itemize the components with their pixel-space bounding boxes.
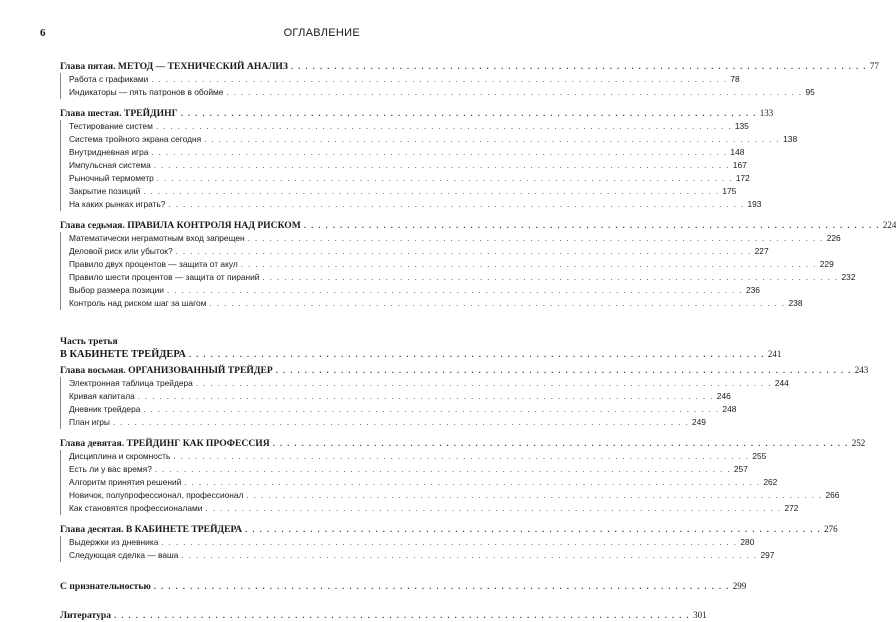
- page-ref: 175: [722, 186, 737, 196]
- item-title: Система тройного экрана сегодня: [69, 134, 202, 144]
- page-ref: 167: [732, 160, 747, 170]
- page-ref: 227: [754, 246, 769, 256]
- dot-leader: . . . . . . . . . . . . . . . . . . . . . . . . . . . . . . . . . . . . . . . . . . . . . . . . . . . . . . . . . . . . . . . . . . . . . . . . . . . . . . . .: [209, 299, 786, 308]
- item-title: Алгоритм принятия решений: [69, 477, 182, 487]
- running-header: [40, 27, 360, 43]
- chapter-7-sections: [60, 232, 856, 310]
- page-ref: 243: [854, 365, 869, 375]
- toc-chapter-8[interactable]: [60, 364, 869, 376]
- toc-item[interactable]: [61, 271, 856, 284]
- dot-leader: . . . . . . . . . . . . . . . . . . . . . . . . . . . . . . . . . . . . . . . . . . . . . . . . . . . . . . . . . . . . . . . . . . . . . . . . . . . . . . . .: [153, 582, 730, 591]
- page-ref: 248: [722, 404, 737, 414]
- dot-leader: . . . . . . . . . . . . . . . . . . . . . . . . . . . . . . . . . . . . . . . . . . . . . . . . . . . . . . . . . . . . . . . . . . . . . . . . . . . . . . . .: [205, 504, 782, 513]
- running-title: ОГЛАВЛЕНИЕ: [283, 27, 360, 39]
- dot-leader: . . . . . . . . . . . . . . . . . . . . . . . . . . . . . . . . . . . . . . . . . . . . . . . . . . . . . . . . . . . . . . . . . . . . . . . . . . . . . . . .: [272, 439, 849, 448]
- chapter-title: Глава десятая. В КАБИНЕТЕ ТРЕЙДЕРА: [60, 524, 243, 535]
- toc-item[interactable]: [61, 476, 778, 489]
- page-ref: 297: [760, 550, 775, 560]
- toc-chapter-5[interactable]: [60, 60, 879, 72]
- toc-item[interactable]: [61, 146, 745, 159]
- item-title: Дневник трейдера: [69, 404, 141, 414]
- item-title: Правило двух процентов — защита от акул: [69, 259, 238, 269]
- page-ref: 249: [691, 417, 706, 427]
- table-of-contents: [60, 60, 896, 621]
- dot-leader: . . . . . . . . . . . . . . . . . . . . . . . . . . . . . . . . . . . . . . . . . . . . . . . . . . . . . . . . . . . . . . . . . . . . . . . . . . . . . . . .: [168, 200, 745, 209]
- dot-leader: . . . . . . . . . . . . . . . . . . . . . . . . . . . . . . . . . . . . . . . . . . . . . . . . . . . . . . . . . . . . . . . . . . . . . . . . . . . . . . . .: [114, 611, 691, 620]
- toc-item[interactable]: [61, 133, 798, 146]
- page-ref: 78: [730, 74, 740, 84]
- page-ref: 266: [825, 490, 840, 500]
- dot-leader: . . . . . . . . . . . . . . . . . . . . . . . . . . . . . . . . . . . . . . . . . . . . . . . . . . . . . . . . . . . . . . . . . . . . . . . . . . . . . . . .: [156, 174, 733, 183]
- item-title: Математически неграмотным вход запрещен: [69, 233, 245, 243]
- page-ref: 229: [819, 259, 834, 269]
- item-title: Как становятся профессионалами: [69, 503, 203, 513]
- dot-leader: . . . . . . . . . . . . . . . . . . . . . . . . . . . . . . . . . . . . . . . . . . . . . . . . . . . . . . . . . . . . . . . . . . . . . . . . . . . . . . . .: [246, 491, 823, 500]
- dot-leader: . . . . . . . . . . . . . . . . . . . . . . . . . . . . . . . . . . . . . . . . . . . . . . . . . . . . . . . . . . . . . . . . . . . . . . . . . . . . . . . .: [245, 525, 822, 534]
- item-title: Тестирование систем: [69, 121, 153, 131]
- page-ref: 257: [733, 464, 748, 474]
- item-title: План игры: [69, 417, 110, 427]
- dot-leader: . . . . . . . . . . . . . . . . . . . . . . . . . . . . . . . . . . . . . . . . . . . . . . . . . . . . . . . . . . . . . . . . . . . . . . . . . . . . . . . .: [154, 465, 731, 474]
- item-title: Выдержки из дневника: [69, 537, 159, 547]
- page-ref: 246: [716, 391, 731, 401]
- toc-item[interactable]: [61, 549, 775, 562]
- item-title: Внутридневная игра: [69, 147, 149, 157]
- item-title: Импульсная система: [69, 160, 151, 170]
- toc-literature[interactable]: [60, 609, 707, 621]
- toc-item[interactable]: [61, 159, 747, 172]
- toc-item[interactable]: [61, 403, 737, 416]
- chapter-10-sections: [60, 536, 775, 562]
- dot-leader: . . . . . . . . . . . . . . . . . . . . . . . . . . . . . . . . . . . . . . . . . . . . . . . . . . . . . . . . . . . . . . . . . . . . . . . . . . . . . . . .: [184, 478, 761, 487]
- dot-leader: . . . . . . . . . . . . . . . . . . . . . . . . . . . . . . . . . . . . . . . . . . . . . . . . . . . . . . . . . . . . . . . . . . . . . . . . . . . . . . . .: [143, 187, 720, 196]
- toc-item[interactable]: [61, 390, 731, 403]
- toc-item[interactable]: [61, 416, 706, 429]
- toc-item[interactable]: [61, 73, 740, 86]
- chapter-title: Глава восьмая. ОРГАНИЗОВАННЫЙ ТРЕЙДЕР: [60, 365, 273, 376]
- chapter-title: Глава пятая. МЕТОД — ТЕХНИЧЕСКИЙ АНАЛИЗ: [60, 61, 288, 72]
- page-ref: 255: [752, 451, 767, 461]
- item-title: Есть ли у вас время?: [69, 464, 152, 474]
- part-title: В КАБИНЕТЕ ТРЕЙДЕРА: [60, 349, 186, 360]
- dot-leader: . . . . . . . . . . . . . . . . . . . . . . . . . . . . . . . . . . . . . . . . . . . . . . . . . . . . . . . . . . . . . . . . . . . . . . . . . . . . . . . .: [290, 62, 867, 71]
- toc-item[interactable]: [61, 120, 749, 133]
- toc-item[interactable]: [61, 198, 762, 211]
- page-ref: 252: [851, 438, 866, 448]
- page-ref: 276: [824, 524, 838, 534]
- chapter-title: Глава девятая. ТРЕЙДИНГ КАК ПРОФЕССИЯ: [60, 438, 270, 449]
- dot-leader: . . . . . . . . . . . . . . . . . . . . . . . . . . . . . . . . . . . . . . . . . . . . . . . . . . . . . . . . . . . . . . . . . . . . . . . . . . . . . . . .: [275, 366, 852, 375]
- toc-item[interactable]: [61, 172, 750, 185]
- page-ref: 272: [784, 503, 799, 513]
- dot-leader: . . . . . . . . . . . . . . . . . . . . . . . . . . . . . . . . . . . . . . . . . . . . . . . . . . . . . . . . . . . . . . . . . . . . . . . . . . . . . . . .: [166, 286, 743, 295]
- item-title: Работа с графиками: [69, 74, 149, 84]
- page-ref: 226: [826, 233, 841, 243]
- dot-leader: . . . . . . . . . . . . . . . . . . . . . . . . . . . . . . . . . . . . . . . . . . . . . . . . . . . . . . . . . . . . . . . . . . . . . . . . . . . . . . . .: [143, 405, 720, 414]
- item-title: Кривая капитала: [69, 391, 135, 401]
- chapter-9-sections: [60, 450, 840, 515]
- page-ref: 241: [767, 349, 782, 359]
- page-ref: 299: [732, 581, 747, 591]
- item-title: Рыночный термометр: [69, 173, 154, 183]
- toc-item[interactable]: [61, 489, 840, 502]
- dot-leader: . . . . . . . . . . . . . . . . . . . . . . . . . . . . . . . . . . . . . . . . . . . . . . . . . . . . . . . . . . . . . . . . . . . . . . . . . . . . . . . .: [173, 452, 750, 461]
- toc-item[interactable]: [61, 297, 803, 310]
- item-title: Следующая сделка — ваша: [69, 550, 179, 560]
- page-ref: 262: [763, 477, 778, 487]
- dot-leader: . . . . . . . . . . . . . . . . . . . . . . . . . . . . . . . . . . . . . . . . . . . . . . . . . . . . . . . . . . . . . . . . . . . . . . . . . . . . . . . .: [188, 350, 765, 359]
- section-title: Литература: [60, 610, 112, 621]
- section-title: С признательностью: [60, 581, 151, 592]
- page-ref: 135: [734, 121, 749, 131]
- dot-leader: . . . . . . . . . . . . . . . . . . . . . . . . . . . . . . . . . . . . . . . . . . . . . . . . . . . . . . . . . . . . . . . . . . . . . . . . . . . . . . . .: [155, 122, 732, 131]
- toc-item[interactable]: [61, 86, 815, 99]
- toc-item[interactable]: [61, 377, 789, 390]
- toc-item[interactable]: [61, 245, 769, 258]
- page-ref: 95: [805, 87, 815, 97]
- dot-leader: . . . . . . . . . . . . . . . . . . . . . . . . . . . . . . . . . . . . . . . . . . . . . . . . . . . . . . . . . . . . . . . . . . . . . . . . . . . . . . . .: [240, 260, 817, 269]
- toc-item[interactable]: [61, 284, 760, 297]
- item-title: Деловой риск или убыток?: [69, 246, 173, 256]
- chapter-6-sections: [60, 120, 798, 211]
- toc-item[interactable]: [61, 185, 737, 198]
- page-ref: 133: [759, 108, 774, 118]
- toc-item[interactable]: [61, 232, 841, 245]
- page-ref: 138: [783, 134, 798, 144]
- item-title: Выбор размера позиции: [69, 285, 164, 295]
- toc-part-3[interactable]: [60, 348, 782, 361]
- dot-leader: . . . . . . . . . . . . . . . . . . . . . . . . . . . . . . . . . . . . . . . . . . . . . . . . . . . . . . . . . . . . . . . . . . . . . . . . . . . . . . . .: [153, 161, 730, 170]
- page-ref: 236: [745, 285, 760, 295]
- item-title: Новичок, полупрофессионал, профессионал: [69, 490, 244, 500]
- item-title: Правило шести процентов — защита от пираний: [69, 272, 260, 282]
- page-ref: 172: [735, 173, 750, 183]
- toc-item[interactable]: [61, 450, 767, 463]
- page-ref: 244: [774, 378, 789, 388]
- page-ref: 148: [730, 147, 745, 157]
- page-number: 6: [40, 27, 46, 39]
- page-ref: 301: [693, 610, 707, 620]
- toc-chapter-6[interactable]: [60, 107, 774, 119]
- chapter-title: Глава шестая. ТРЕЙДИНГ: [60, 108, 178, 119]
- page-ref: 232: [841, 272, 856, 282]
- toc-item[interactable]: [61, 463, 748, 476]
- dot-leader: . . . . . . . . . . . . . . . . . . . . . . . . . . . . . . . . . . . . . . . . . . . . . . . . . . . . . . . . . . . . . . . . . . . . . . . . . . . . . . . .: [151, 75, 728, 84]
- toc-chapter-7[interactable]: [60, 219, 896, 231]
- page-ref: 238: [788, 298, 803, 308]
- dot-leader: . . . . . . . . . . . . . . . . . . . . . . . . . . . . . . . . . . . . . . . . . . . . . . . . . . . . . . . . . . . . . . . . . . . . . . . . . . . . . . . .: [112, 418, 689, 427]
- toc-chapter-10[interactable]: [60, 523, 838, 535]
- chapter-5-sections: [60, 73, 815, 99]
- dot-leader: . . . . . . . . . . . . . . . . . . . . . . . . . . . . . . . . . . . . . . . . . . . . . . . . . . . . . . . . . . . . . . . . . . . . . . . . . . . . . . . .: [247, 234, 824, 243]
- dot-leader: . . . . . . . . . . . . . . . . . . . . . . . . . . . . . . . . . . . . . . . . . . . . . . . . . . . . . . . . . . . . . . . . . . . . . . . . . . . . . . . .: [195, 379, 772, 388]
- dot-leader: . . . . . . . . . . . . . . . . . . . . . . . . . . . . . . . . . . . . . . . . . . . . . . . . . . . . . . . . . . . . . . . . . . . . . . . . . . . . . . . .: [175, 247, 752, 256]
- page-ref: 193: [747, 199, 762, 209]
- toc-chapter-9[interactable]: [60, 437, 866, 449]
- toc-item[interactable]: [61, 536, 755, 549]
- dot-leader: . . . . . . . . . . . . . . . . . . . . . . . . . . . . . . . . . . . . . . . . . . . . . . . . . . . . . . . . . . . . . . . . . . . . . . . . . . . . . . . .: [180, 109, 757, 118]
- dot-leader: . . . . . . . . . . . . . . . . . . . . . . . . . . . . . . . . . . . . . . . . . . . . . . . . . . . . . . . . . . . . . . . . . . . . . . . . . . . . . . . .: [137, 392, 714, 401]
- item-title: Дисциплина и скромность: [69, 451, 171, 461]
- item-title: Электронная таблица трейдера: [69, 378, 193, 388]
- dot-leader: . . . . . . . . . . . . . . . . . . . . . . . . . . . . . . . . . . . . . . . . . . . . . . . . . . . . . . . . . . . . . . . . . . . . . . . . . . . . . . . .: [181, 551, 758, 560]
- dot-leader: . . . . . . . . . . . . . . . . . . . . . . . . . . . . . . . . . . . . . . . . . . . . . . . . . . . . . . . . . . . . . . . . . . . . . . . . . . . . . . . .: [262, 273, 839, 282]
- dot-leader: . . . . . . . . . . . . . . . . . . . . . . . . . . . . . . . . . . . . . . . . . . . . . . . . . . . . . . . . . . . . . . . . . . . . . . . . . . . . . . . .: [151, 148, 728, 157]
- page-ref: 224: [882, 220, 896, 230]
- part-label: Часть третья: [60, 336, 118, 347]
- item-title: Закрытие позиций: [69, 186, 141, 196]
- toc-acknowledgements[interactable]: [60, 580, 747, 592]
- toc-item[interactable]: [61, 258, 834, 271]
- dot-leader: . . . . . . . . . . . . . . . . . . . . . . . . . . . . . . . . . . . . . . . . . . . . . . . . . . . . . . . . . . . . . . . . . . . . . . . . . . . . . . . .: [303, 221, 880, 230]
- page-ref: 77: [869, 61, 879, 71]
- dot-leader: . . . . . . . . . . . . . . . . . . . . . . . . . . . . . . . . . . . . . . . . . . . . . . . . . . . . . . . . . . . . . . . . . . . . . . . . . . . . . . . .: [161, 538, 738, 547]
- toc-item[interactable]: [61, 502, 799, 515]
- chapter-title: Глава седьмая. ПРАВИЛА КОНТРОЛЯ НАД РИСКОМ: [60, 220, 301, 231]
- chapter-8-sections: [60, 377, 789, 429]
- item-title: На каких рынках играть?: [69, 199, 166, 209]
- dot-leader: . . . . . . . . . . . . . . . . . . . . . . . . . . . . . . . . . . . . . . . . . . . . . . . . . . . . . . . . . . . . . . . . . . . . . . . . . . . . . . . .: [226, 88, 803, 97]
- dot-leader: . . . . . . . . . . . . . . . . . . . . . . . . . . . . . . . . . . . . . . . . . . . . . . . . . . . . . . . . . . . . . . . . . . . . . . . . . . . . . . . .: [204, 135, 781, 144]
- page-ref: 280: [740, 537, 755, 547]
- item-title: Контроль над риском шаг за шагом: [69, 298, 207, 308]
- item-title: Индикаторы — пять патронов в обойме: [69, 87, 224, 97]
